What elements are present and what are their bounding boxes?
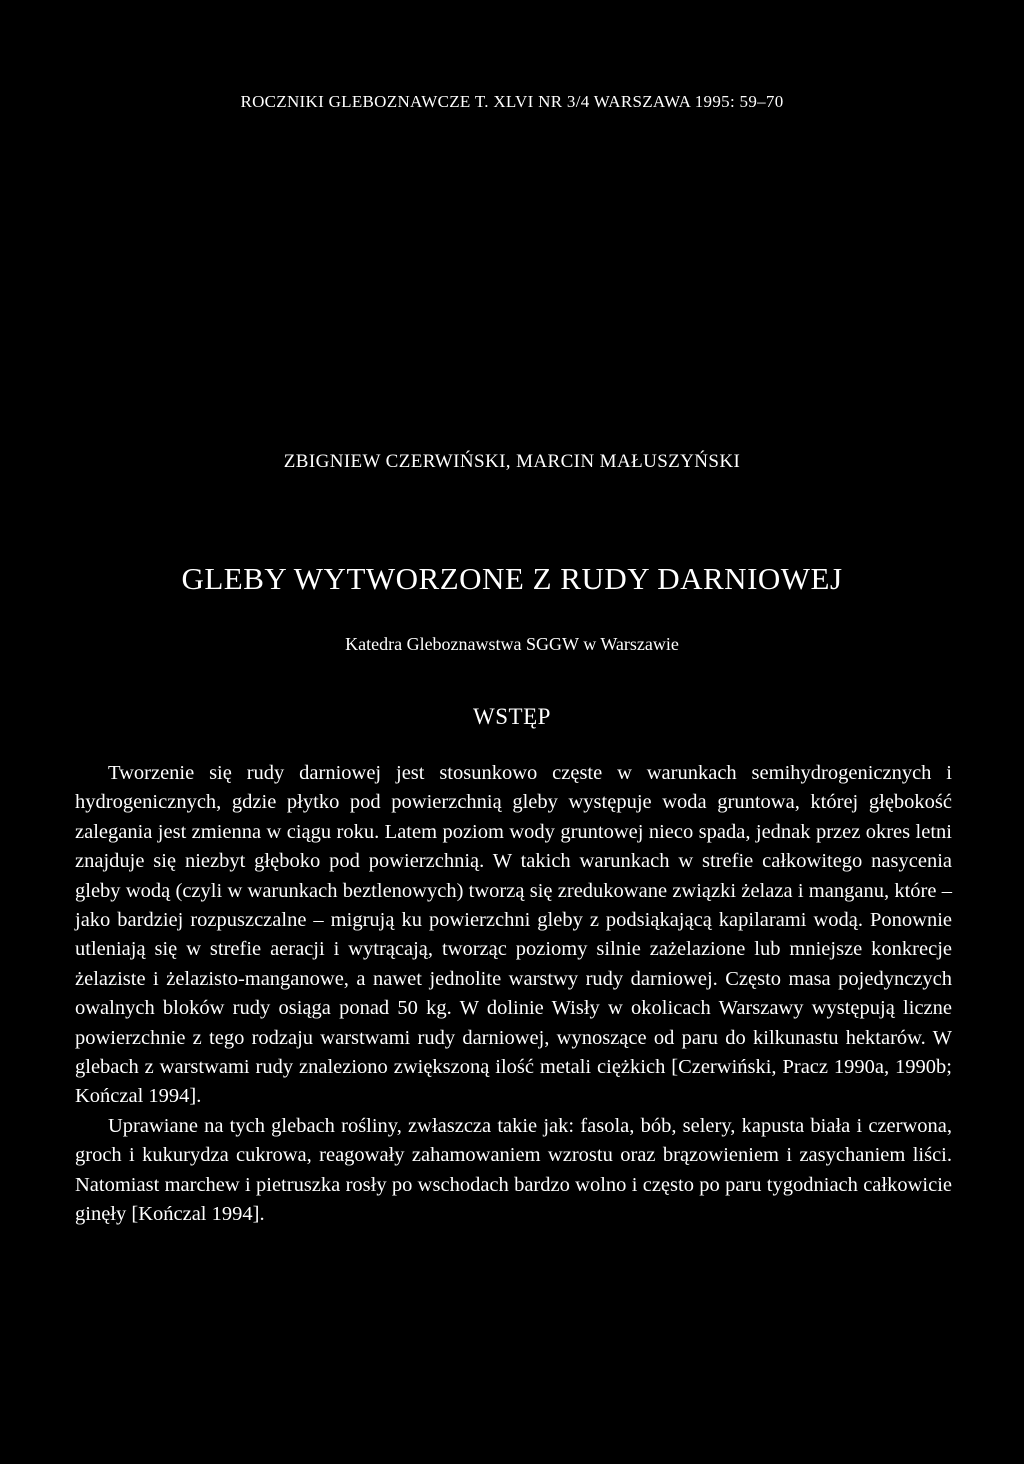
section-heading: WSTĘP xyxy=(473,704,551,729)
article-title: GLEBY WYTWORZONE Z RUDY DARNIOWEJ xyxy=(181,561,843,596)
journal-header: ROCZNIKI GLEBOZNAWCZE T. XLVI NR 3/4 WARSZAWA 1995: 59–70 xyxy=(240,92,784,111)
authors: ZBIGNIEW CZERWIŃSKI, MARCIN MAŁUSZYŃSKI xyxy=(283,451,741,472)
body-text xyxy=(75,759,952,1230)
affiliation: Katedra Gleboznawstwa SGGW w Warszawie xyxy=(345,634,679,654)
paragraph: Tworzenie się rudy darniowej jest stosunkowo częste w warunkach semihydrogenicznych i hydrogenicznych, gdzie płytko pod powierzchnią gleby występuje woda gruntowa, której głębokość zalegania jest zmienna w ciągu roku. Latem poziom wody gruntowej nieco spada, jednak przez okres letni znajduje się niezbyt głęboko pod powierzchnią. W takich warunkach w strefie całkowitego nasycenia gleby wodą (czyli w warunkach beztlenowych) tworzą się zredukowane związki żelaza i manganu, które – jako bardziej rozpuszczalne – migrują ku powierzchni gleby z podsiąkającą kapilarami wodą. Ponownie utleniają się w strefie aeracji i wytrącają, tworząc poziomy silnie zażelazione lub mniejsze konkrecje żelaziste i żelazisto-manganowe, a nawet jednolite warstwy rudy darniowej. Często masa pojedynczych owalnych bloków rudy osiąga ponad 50 kg. W dolinie Wisły w okolicach Warszawy występują liczne powierzchnie z tego rodzaju warstwami rudy darniowej, wynoszące od paru do kilkunastu hektarów. W glebach z warstwami rudy znaleziono zwiększoną ilość metali ciężkich [Czerwiński, Pracz 1990a, 1990b; Kończal 1994]. xyxy=(75,762,952,1108)
paragraph: Uprawiane na tych glebach rośliny, zwłaszcza takie jak: fasola, bób, selery, kapusta biała i czerwona, groch i kukurydza cukrowa, reagowały zahamowaniem wzrostu oraz brązowieniem i zasychaniem liści. Natomiast marchew i pietruszka rosły po wschodach bardzo wolno i często po paru tygodniach całkowicie ginęły [Kończal 1994]. xyxy=(75,1114,952,1226)
